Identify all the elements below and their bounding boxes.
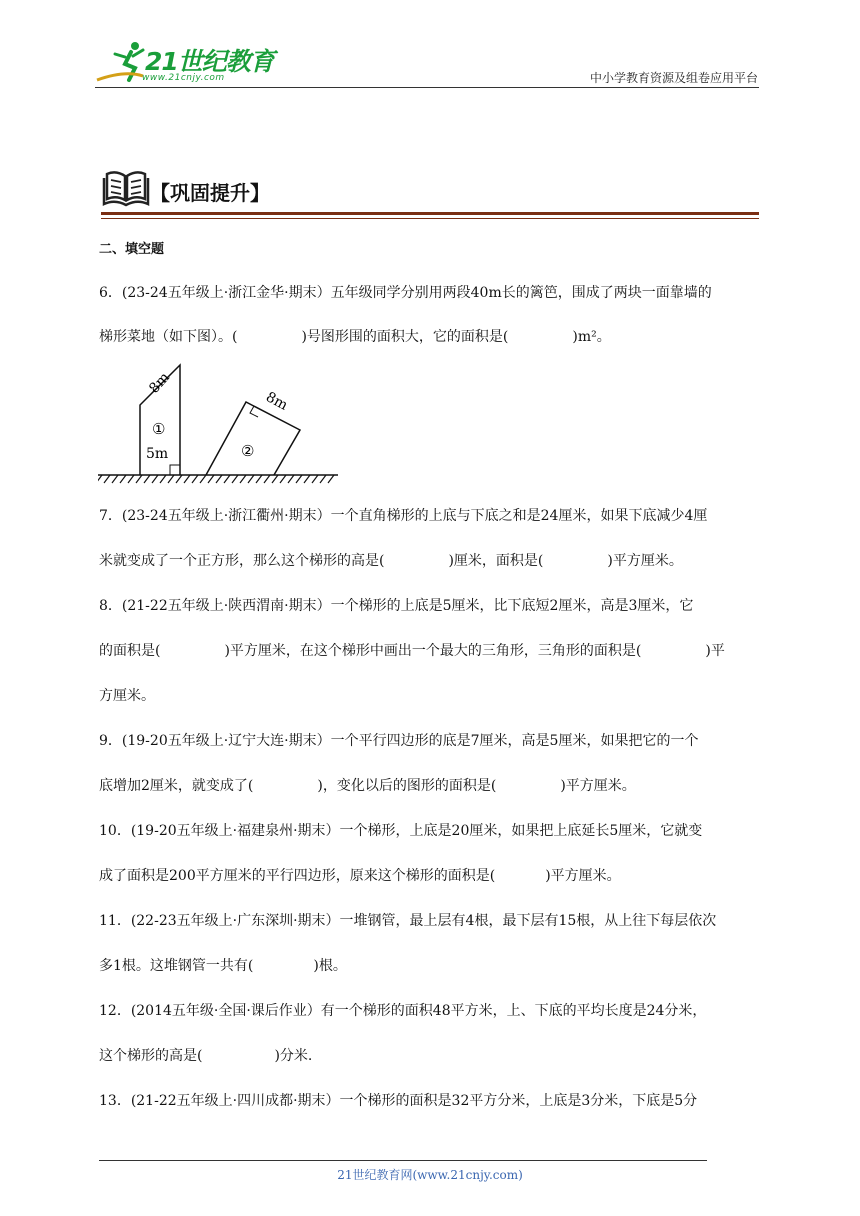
question-6-line-1: 6．(23-24五年级上·浙江金华·期末）五年级同学分别用两段40m长的篱笆，围成了两块一面靠墙的 bbox=[99, 285, 712, 301]
question-9-line-1: 9．(19-20五年级上·辽宁大连·期末）一个平行四边形的底是7厘米，高是5厘米，如果把它的一个 bbox=[99, 733, 699, 749]
question-12-line-2: 这个梯形的高是( )分米. bbox=[99, 1048, 313, 1064]
section-divider bbox=[101, 212, 759, 215]
question-6-line-2: 梯形菜地（如下图）。( )号图形围的面积大，它的面积是( )m²。 bbox=[99, 329, 611, 345]
question-7-line-1: 7．(23-24五年级上·浙江衢州·期末）一个直角梯形的上底与下底之和是24厘米，如果下底减少4厘 bbox=[99, 508, 708, 524]
question-8-line-1: 8．(21-22五年级上·陕西渭南·期末）一个梯形的上底是5厘米，比下底短2厘米，高是3厘米，它 bbox=[99, 598, 694, 614]
question-9-line-2: 底增加2厘米，就变成了( )，变化以后的图形的面积是( )平方厘米。 bbox=[99, 778, 636, 794]
logo-text: 21世纪教育 bbox=[145, 47, 274, 76]
question-11-line-1: 11．(22-23五年级上·广东深圳·期末）一堆钢管，最上层有4根，最下层有15根，从上往下每层依次 bbox=[99, 913, 717, 929]
question-13-line-1: 13．(21-22五年级上·四川成都·期末）一个梯形的面积是32平方分米，上底是3分米，下底是5分 bbox=[99, 1093, 698, 1109]
logo-url: www.21cnjy.com bbox=[142, 73, 225, 83]
shape2-number: ② bbox=[241, 442, 255, 460]
question-10-line-2: 成了面积是200平方厘米的平行四边形，原来这个梯形的面积是( )平方厘米。 bbox=[99, 868, 621, 884]
question-10-line-1: 10．(19-20五年级上·福建泉州·期末）一个梯形，上底是20厘米，如果把上底延长5厘米，它就变 bbox=[99, 823, 703, 839]
question-11-line-2: 多1根。这堆钢管一共有( )根。 bbox=[99, 958, 347, 974]
footer-rule bbox=[99, 1160, 707, 1161]
shape2-side-label: 8m bbox=[263, 389, 291, 414]
question-7-line-2: 米就变成了一个正方形，那么这个梯形的高是( )厘米，面积是( )平方厘米。 bbox=[99, 553, 683, 569]
header-rule bbox=[95, 87, 759, 88]
book-icon bbox=[101, 166, 151, 208]
subsection-heading: 二、填空题 bbox=[99, 242, 165, 257]
question-8-line-3: 方厘米。 bbox=[99, 688, 155, 704]
question-12-line-1: 12．(2014五年级·全国·课后作业）有一个梯形的面积48平方米，上、下底的平均长度是24分米， bbox=[99, 1003, 707, 1019]
shape1-slant-label: 8m bbox=[146, 369, 173, 397]
trapezoid-figure bbox=[98, 360, 340, 488]
shape1-height-label: 5m bbox=[146, 446, 169, 462]
section-divider-thin bbox=[101, 218, 759, 219]
shape1-number: ① bbox=[152, 420, 166, 438]
section-title: 【巩固提升】 bbox=[150, 181, 270, 205]
footer-text: 21世纪教育网(www.21cnjy.com) bbox=[337, 1168, 523, 1182]
question-8-line-2: 的面积是( )平方厘米，在这个梯形中画出一个最大的三角形，三角形的面积是( )平 bbox=[99, 643, 725, 659]
header-tagline: 中小学教育资源及组卷应用平台 bbox=[589, 71, 758, 85]
